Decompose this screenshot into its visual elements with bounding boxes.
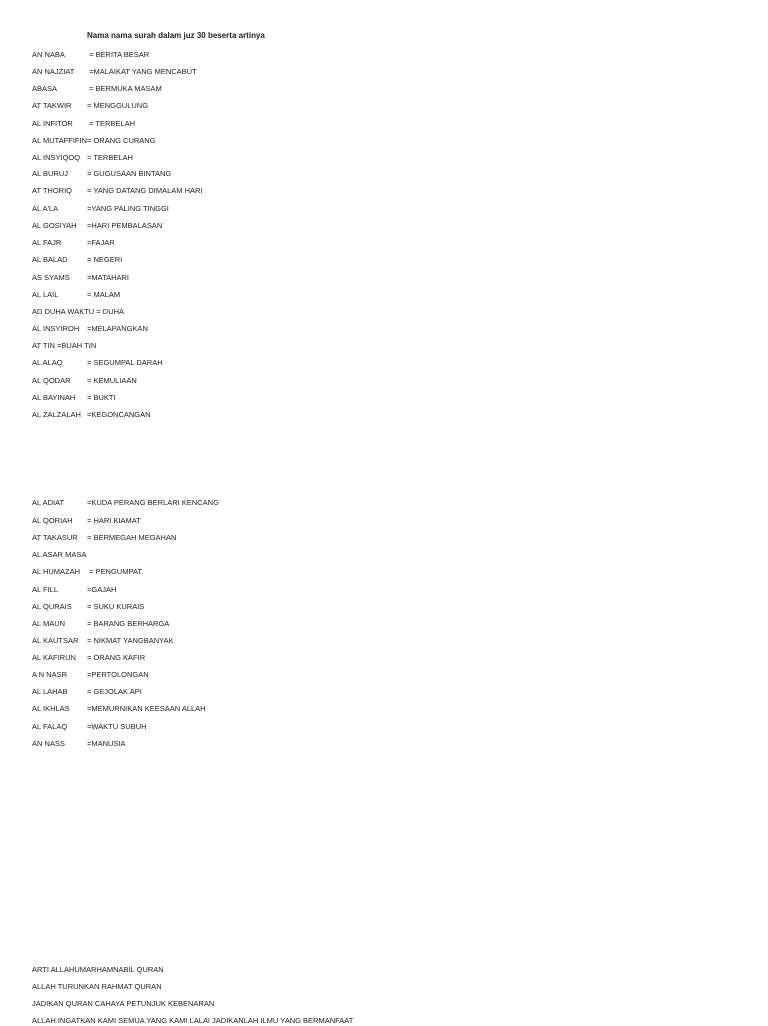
list-item	[32, 722, 147, 732]
surah-meaning: = YANG DATANG DIMALAM HARI	[87, 186, 203, 195]
list-item	[32, 619, 169, 629]
closing-line: ALLAH TURUNKAN RAHMAT QURAN	[32, 982, 162, 991]
surah-name: AL MAUN	[32, 619, 66, 628]
list-item	[32, 410, 151, 420]
surah-meaning: =MALAIKAT YANG MENCABUT	[87, 67, 197, 76]
list-item	[32, 550, 86, 560]
surah-name: AL QODAR	[32, 376, 71, 385]
list-item	[32, 341, 96, 351]
surah-meaning: =KUDA PERANG BERLARI KENCANG	[87, 498, 219, 507]
list-item	[32, 221, 162, 231]
surah-meaning: = ORANG KAFIR	[87, 653, 146, 662]
surah-meaning: = MENGGULUNG	[87, 101, 149, 110]
list-item	[32, 119, 135, 129]
surah-meaning: = NEGERI	[87, 255, 123, 264]
surah-name: AL LAIL	[32, 290, 59, 299]
list-item	[32, 358, 163, 368]
surah-name: AL ADIAT	[32, 498, 65, 507]
surah-meaning: = TERBELAH	[87, 119, 136, 128]
surah-meaning: = GEJOLAK API	[87, 687, 142, 696]
list-item	[32, 653, 145, 663]
surah-name: A N NASR	[32, 670, 68, 679]
surah-meaning: =WAKTU SUBUH	[87, 722, 147, 731]
surah-name: AL GOSIYAH	[32, 221, 77, 230]
list-item	[32, 50, 149, 60]
surah-name: AL FAJR	[32, 238, 62, 247]
surah-name: ABASA	[32, 84, 58, 93]
list-item	[32, 186, 203, 196]
list-item	[32, 585, 116, 595]
list-item	[32, 84, 162, 94]
surah-meaning: = BARANG BERHARGA	[87, 619, 170, 628]
list-item	[32, 739, 126, 749]
surah-meaning: =MELAPANGKAN	[87, 324, 148, 333]
surah-meaning: = BERMUKA MASAM	[87, 84, 162, 93]
surah-name: AL ZALZALAH	[32, 410, 81, 419]
surah-meaning: = MALAM	[87, 290, 121, 299]
surah-name: AL LAHAB	[32, 687, 68, 696]
surah-name: AS SYAMS	[32, 273, 70, 282]
closing-line: ARTI ALLAHUMARHAMNABIL QURAN	[32, 965, 164, 974]
surah-name: AL BURUJ	[32, 169, 68, 178]
surah-meaning: =HARI PEMBALASAN	[87, 221, 163, 230]
list-item	[32, 533, 176, 543]
surah-meaning: = PENGUMPAT	[87, 567, 142, 576]
list-item	[32, 516, 141, 526]
surah-meaning: = NIKMAT YANGBANYAK	[87, 636, 174, 645]
surah-name: AL KAFIRUN	[32, 653, 76, 662]
surah-name: AL BAYINAH	[32, 393, 76, 402]
list-item	[32, 169, 171, 179]
surah-name: AL FILL	[32, 585, 58, 594]
surah-name: AL HUMAZAH	[32, 567, 81, 576]
surah-name: AL BALAD	[32, 255, 68, 264]
list-item	[32, 376, 137, 386]
surah-meaning: = HARI KIAMAT	[87, 516, 141, 525]
surah-name: AL INSYIROH	[32, 324, 80, 333]
surah-meaning: =PERTOLONGAN	[87, 670, 149, 679]
surah-name: AL INSYIQOQ	[32, 153, 81, 162]
surah-name: AT TAKWIR	[32, 101, 72, 110]
list-item	[32, 636, 174, 646]
list-item	[32, 273, 129, 283]
surah-meaning: = BERMEGAH MEGAHAN	[87, 533, 177, 542]
list-item	[32, 136, 156, 146]
surah-name: AL A'LA	[32, 204, 59, 213]
surah-name: AL MUTAFFIFIN= ORANG CURANG	[32, 136, 156, 145]
surah-meaning: =YANG PALING TINGGI	[87, 204, 169, 213]
surah-meaning: =MEMURNIKAN KEESAAN ALLAH	[87, 704, 206, 713]
list-item	[32, 567, 142, 577]
surah-name: AN NABA	[32, 50, 65, 59]
list-item	[32, 238, 115, 248]
surah-name: AD DUHA WAKTU = DUHA	[32, 307, 125, 316]
surah-meaning: =KEGONCANGAN	[87, 410, 151, 419]
surah-name: AL IKHLAS	[32, 704, 70, 713]
surah-meaning: =GAJAH	[87, 585, 117, 594]
surah-name: AT TIN =BUAH TIN	[32, 341, 97, 350]
surah-meaning: = BERITA BESAR	[87, 50, 150, 59]
list-item	[32, 324, 148, 334]
surah-meaning: =MATAHARI	[87, 273, 130, 282]
surah-meaning: = SEGUMPAL DARAH	[87, 358, 163, 367]
list-item	[32, 687, 142, 697]
surah-name: AN NAJZIAT	[32, 67, 75, 76]
surah-name: AL INFITOR	[32, 119, 73, 128]
surah-name: AL KAUTSAR	[32, 636, 79, 645]
surah-name: AL ASAR MASA	[32, 550, 87, 559]
surah-meaning: =MANUSIA	[87, 739, 126, 748]
surah-name: AL FALAQ	[32, 722, 68, 731]
list-item	[32, 670, 149, 680]
surah-name: AL ALAQ	[32, 358, 63, 367]
surah-meaning: =FAJAR	[87, 238, 115, 247]
list-item	[32, 393, 116, 403]
list-item	[32, 101, 148, 111]
surah-meaning: = TERBELAH	[87, 153, 133, 162]
list-item	[32, 153, 133, 163]
surah-name: AT THORIQ	[32, 186, 73, 195]
surah-name: AL QURAIS	[32, 602, 72, 611]
closing-line: JADIKAN QURAN CAHAYA PETUNJUK KEBENARAN	[32, 999, 215, 1008]
closing-line: ALLAH INGATKAN KAMI SEMUA YANG KAMI LALAI JADIKANLAH ILMU YANG BERMANFAAT	[32, 1016, 354, 1025]
list-item	[32, 255, 122, 265]
surah-name: AL QORIAH	[32, 516, 73, 525]
list-item	[32, 307, 124, 317]
surah-name: AT TAKASUR	[32, 533, 78, 542]
document-title: Nama nama surah dalam juz 30 beserta artinya	[87, 31, 265, 40]
surah-name: AN NASS	[32, 739, 65, 748]
list-item	[32, 704, 206, 714]
surah-meaning: = SUKU KURAIS	[87, 602, 145, 611]
list-item	[32, 67, 197, 77]
surah-meaning: = GUGUSAAN BINTANG	[87, 169, 172, 178]
surah-meaning: = KEMULIAAN	[87, 376, 137, 385]
list-item	[32, 498, 219, 508]
surah-meaning: = BUKTI	[87, 393, 116, 402]
list-item	[32, 290, 120, 300]
list-item	[32, 204, 169, 214]
list-item	[32, 602, 144, 612]
